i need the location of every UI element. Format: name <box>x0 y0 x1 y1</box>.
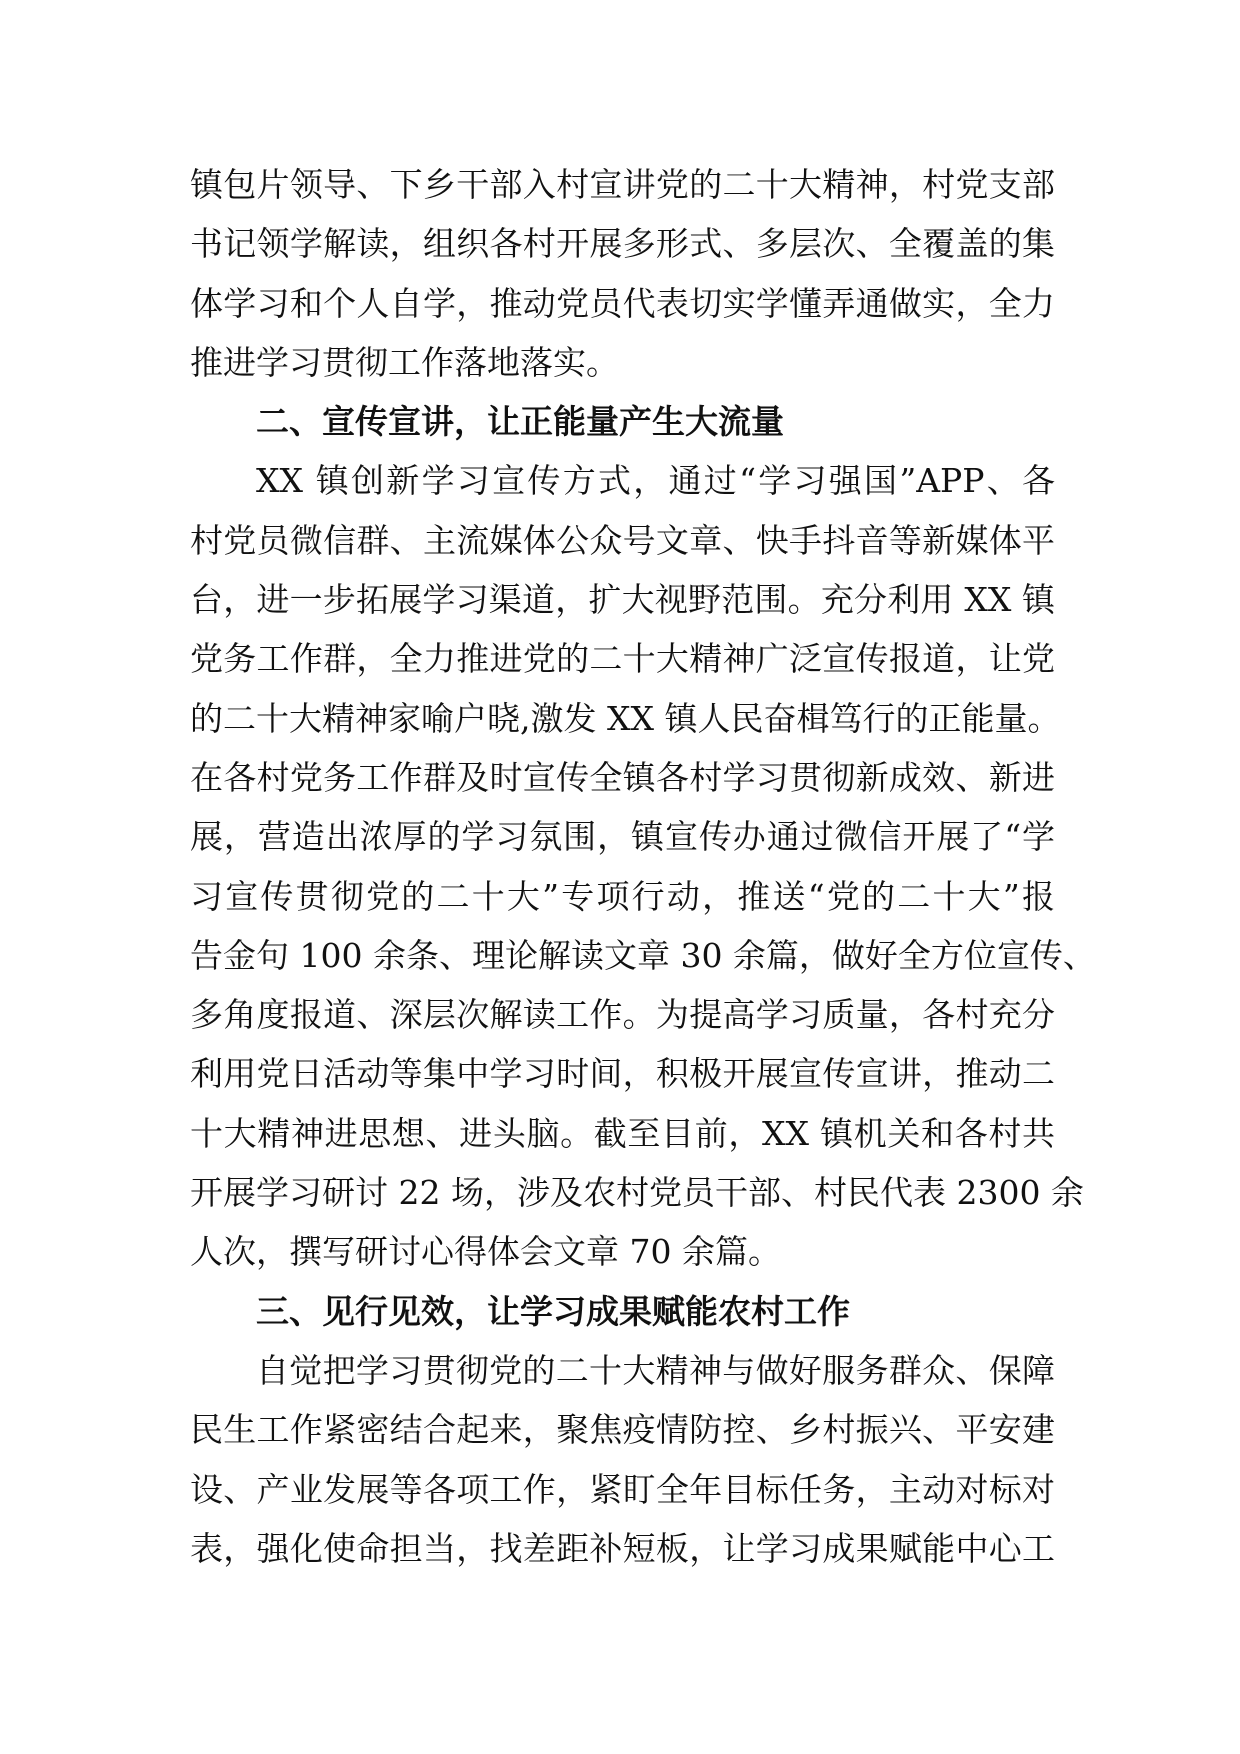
text-line: 民生工作紧密结合起来，聚焦疫情防控、乡村振兴、平安建 <box>190 1410 1055 1450</box>
text-line: 书记领学解读，组织各村开展多形式、多层次、全覆盖的集 <box>190 224 1055 264</box>
text-line: 告金句 100 余条、理论解读文章 30 余篇，做好全方位宣传、 <box>190 935 1096 975</box>
text-line: 设、产业发展等各项工作，紧盯全年目标任务，主动对标对 <box>190 1469 1055 1509</box>
text-line: 利用党日活动等集中学习时间，积极开展宣传宣讲，推动二 <box>190 1054 1055 1094</box>
section-heading-3: 三、见行见效，让学习成果赋能农村工作 <box>256 1291 850 1331</box>
paragraph-2 <box>190 451 1096 1281</box>
text-line: 体学习和个人自学，推动党员代表切实学懂弄通做实，全力 <box>190 283 1055 323</box>
text-line: 十大精神进思想、进头脑。截至目前，XX 镇机关和各村共 <box>190 1113 1055 1153</box>
text-line: 的二十大精神家喻户晓,激发 XX 镇人民奋楫笃行的正能量。 <box>190 698 1061 738</box>
text-line: 表，强化使命担当，找差距补短板，让学习成果赋能中心工 <box>190 1528 1055 1568</box>
text-line: 展，营造出浓厚的学习氛围，镇宣传办通过微信开展了“学 <box>190 817 1055 857</box>
text-line: 多角度报道、深层次解读工作。为提高学习质量，各村充分 <box>190 995 1055 1035</box>
text-line: 习宣传贯彻党的二十大”专项行动，推送“党的二十大”报 <box>190 876 1055 916</box>
text-line: 开展学习研讨 22 场，涉及农村党员干部、村民代表 2300 余 <box>190 1173 1084 1213</box>
paragraph-1 <box>190 155 1055 392</box>
text-line: 村党员微信群、主流媒体公众号文章、快手抖音等新媒体平 <box>190 520 1055 560</box>
text-line: 台，进一步拓展学习渠道，扩大视野范围。充分利用 XX 镇 <box>190 580 1055 620</box>
text-line: 在各村党务工作群及时宣传全镇各村学习贯彻新成效、新进 <box>190 757 1055 797</box>
section-heading-2: 二、宣传宣讲，让正能量产生大流量 <box>256 402 784 442</box>
text-line: 人次，撰写研讨心得体会文章 70 余篇。 <box>190 1232 781 1272</box>
text-line: 党务工作群，全力推进党的二十大精神广泛宣传报道，让党 <box>190 639 1055 679</box>
text-line: 推进学习贯彻工作落地落实。 <box>190 342 619 382</box>
text-line: 镇包片领导、下乡干部入村宣讲党的二十大精神，村党支部 <box>190 165 1055 204</box>
paragraph-3 <box>190 1341 1055 1578</box>
text-line: XX 镇创新学习宣传方式，通过“学习强国”APP、各 <box>256 461 1055 501</box>
document-page <box>190 155 1096 1578</box>
text-line: 自觉把学习贯彻党的二十大精神与做好服务群众、保障 <box>256 1350 1055 1390</box>
